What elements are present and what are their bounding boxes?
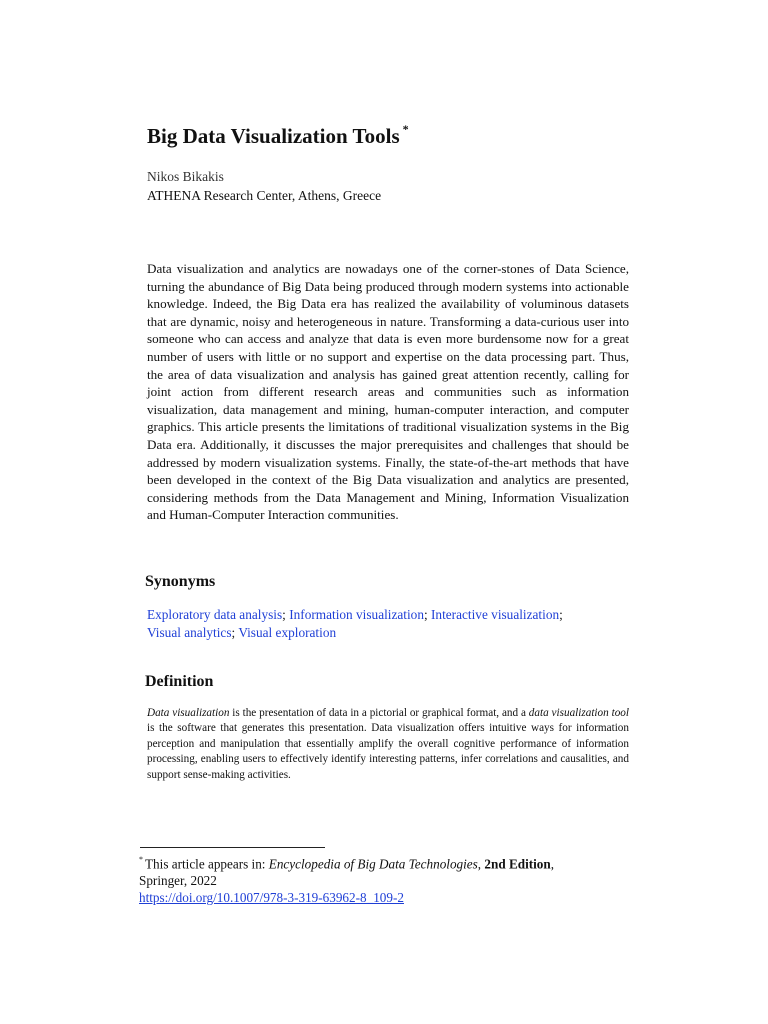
- footnote-marker: *: [139, 855, 143, 864]
- footnote-publisher: Springer, 2022: [139, 873, 217, 889]
- author-affiliation: ATHENA Research Center, Athens, Greece: [147, 188, 382, 203]
- synonym-link[interactable]: Information visualization: [289, 607, 424, 622]
- synonyms-list: [147, 606, 629, 642]
- footnote-punct: ,: [550, 856, 555, 872]
- synonym-link[interactable]: Interactive visualization: [431, 607, 560, 622]
- synonym-link[interactable]: Visual analytics: [147, 625, 232, 640]
- author-name: Nikos Bikakis: [147, 169, 224, 184]
- synonym-separator: ;: [559, 607, 563, 622]
- abstract: Data visualization and analytics are nowadays one of the corner-stones of Data Science, turning the abundance of Big Data being produced through modern systems into actionable knowledge. Indeed, the Big Data era has realized the availability of voluminous datasets that are dynamic, noisy and heterogeneous in nature. Transforming a data-curious user into someone who can access and analyze that data is even more burdensome now for a great number of users with little or no support and expertise on the data processing part. Thus, the area of data visualization and analysis has gained great attention recently, calling for joint action from different research areas and communities such as information visualization, data management and mining, human-computer interaction, and computer graphics. This article presents the limitations of traditional visualization systems in the Big Data era. Additionally, it discusses the major prerequisites and challenges that should be addressed by modern visualization systems. Finally, the state-of-the-art methods that have been developed in the context of the Big Data visualization and analytics are presented, considering methods from the Data Management and Mining, Information Visualization and Human-Computer Interaction communities.: [147, 261, 629, 523]
- synonym-separator: ;: [231, 625, 236, 640]
- synonym-link[interactable]: Visual exploration: [238, 625, 337, 640]
- footnote-divider: [140, 847, 325, 848]
- definition-heading: Definition: [145, 673, 214, 690]
- doi-link[interactable]: https://doi.org/10.1007/978-3-319-63962-8_109-2: [139, 889, 404, 905]
- synonyms-heading: Synonyms: [145, 573, 216, 590]
- footnote: [139, 853, 609, 907]
- footnote-comma: ,: [477, 856, 485, 872]
- definition-text: is the software that generates this presentation. Data visualization offers intuitive ways for information perception and manipulation that essentially amplify the overall cognitive performance of information processing, enabling users to effectively identify interesting patterns, infer correlations and causalities, and support sense-making activities.: [147, 722, 629, 781]
- synonym-separator: ;: [423, 607, 428, 622]
- footnote-source: Encyclopedia of Big Data Technologies: [268, 856, 478, 872]
- paper-title: [147, 124, 409, 149]
- paper-title-text: Big Data Visualization Tools: [147, 124, 400, 148]
- definition-paragraph: [147, 706, 629, 783]
- definition-term: Data visualization: [147, 707, 230, 719]
- title-footnote-marker[interactable]: *: [402, 122, 409, 136]
- definition-term: data visualization tool: [528, 707, 629, 719]
- definition-text: is the presentation of data in a pictorial or graphical format, and a: [229, 707, 529, 719]
- footnote-edition: 2nd Edition: [484, 856, 551, 872]
- footnote-prefix: This article appears in:: [145, 856, 269, 872]
- synonym-separator: ;: [282, 607, 286, 622]
- synonym-link[interactable]: Exploratory data analysis: [147, 607, 283, 622]
